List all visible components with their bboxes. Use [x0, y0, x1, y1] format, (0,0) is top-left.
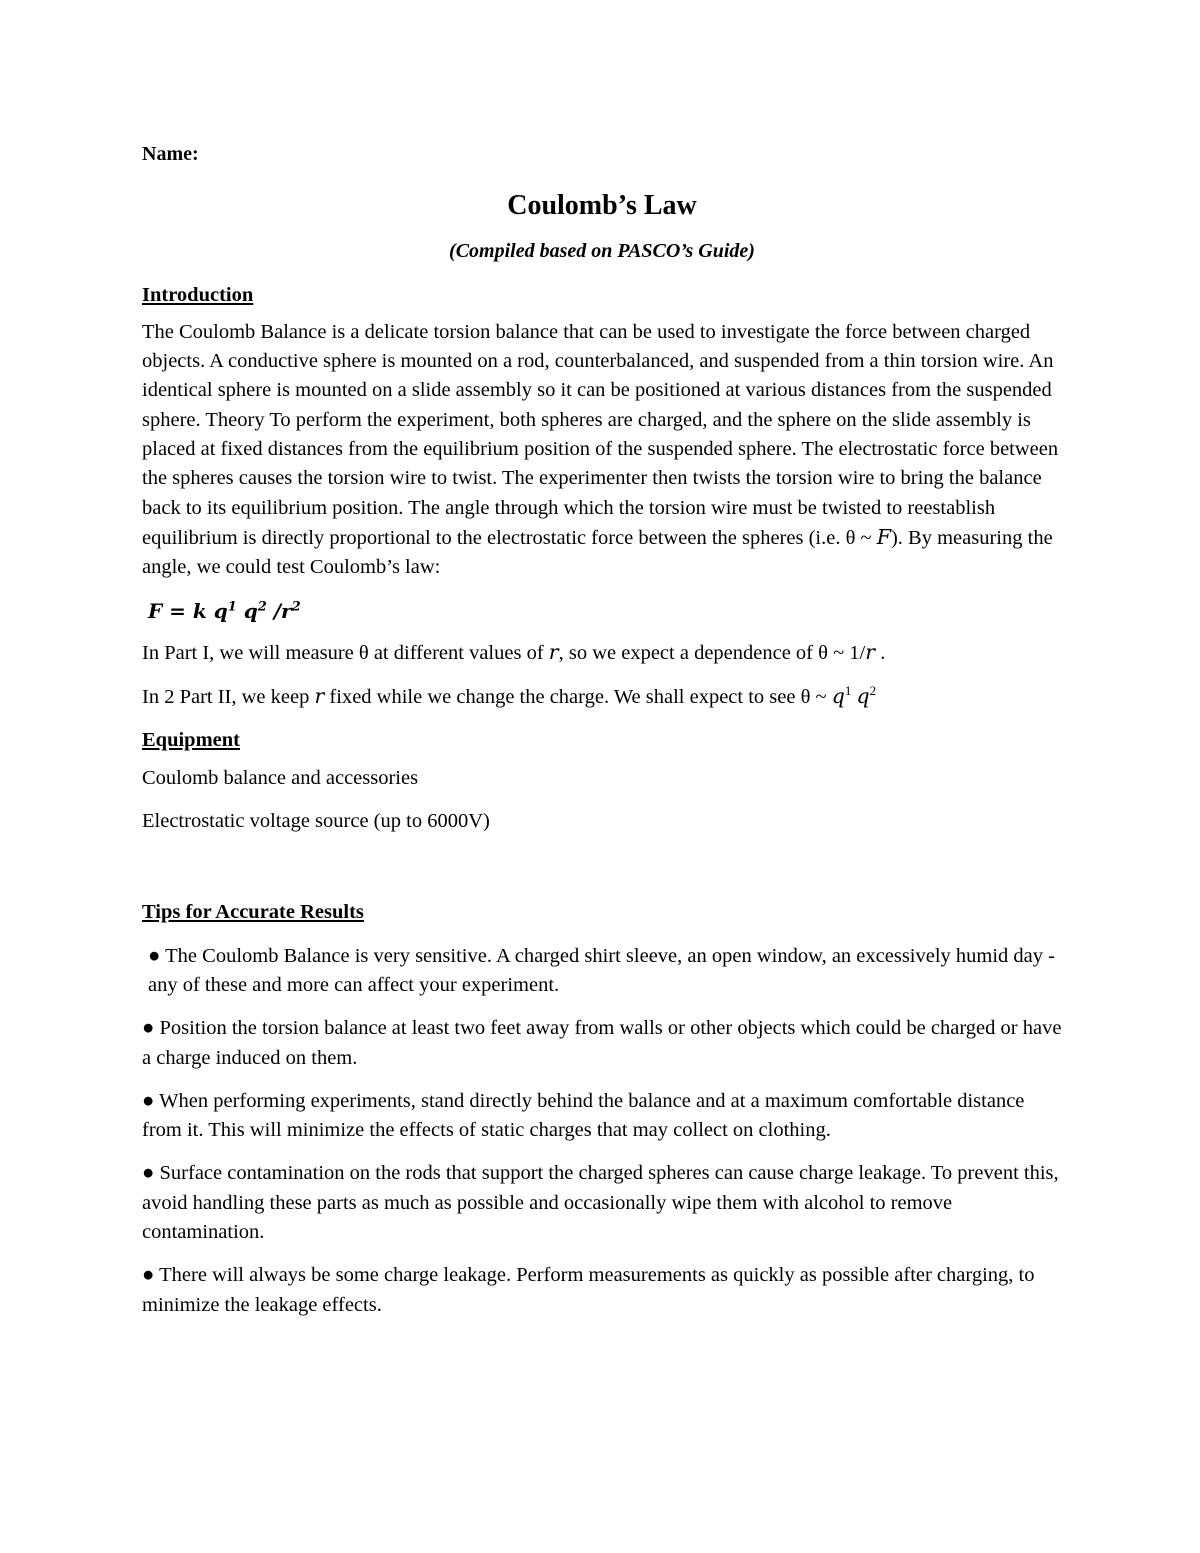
part1-r: r — [548, 639, 559, 664]
tip-text: The Coulomb Balance is very sensitive. A charged shirt sleeve, an open window, an excessively humid day - any of these and more can affect your experiment. — [148, 944, 1055, 996]
part2-r: r — [314, 684, 325, 709]
tips-heading: Tips for Accurate Results — [142, 901, 364, 924]
part1-text-a: In Part I, we will measure θ at different values of — [142, 641, 549, 664]
formula-q2-index: 2 — [257, 598, 267, 614]
bullet-icon: ● — [142, 1264, 155, 1287]
part2-text-a: In 2 Part II, we keep — [142, 686, 315, 709]
formula-q1-index: 1 — [227, 598, 237, 614]
formula-r-exponent: 2 — [291, 598, 301, 614]
formula-r: r — [281, 598, 292, 623]
formula-q1: q — [213, 598, 228, 623]
part2-q2: q — [856, 684, 870, 709]
document-title: Coulomb’s Law — [507, 190, 697, 222]
formula-eq: = — [162, 598, 193, 623]
intro-text-end: ). By measuring the angle, we could test Coulomb’s law: — [142, 526, 1053, 579]
formula-q2: q — [243, 598, 258, 623]
tip-item — [142, 942, 1062, 1001]
tip-text: When performing experiments, stand directly behind the balance and at a maximum comfortable distance from it. This will minimize the effects of static charges that may collect on clothing. — [142, 1089, 1025, 1142]
tip-item — [142, 1261, 1062, 1320]
part2-q2-index: 2 — [869, 683, 877, 699]
formula-lhs: F — [148, 598, 163, 623]
tip-text: Surface contamination on the rods that support the charged spheres can cause charge leakage. To prevent this, avoid handling these parts as much as possible and occasionally wipe them with alcohol to remove contamination. — [142, 1162, 1059, 1244]
introduction-heading: Introduction — [142, 283, 254, 306]
intro-force-var: F — [876, 524, 891, 549]
coulomb-formula — [148, 597, 1062, 626]
formula-slash: / — [266, 598, 282, 623]
part2-text-b: fixed while we change the charge. We shall expect to see θ ~ — [324, 686, 832, 709]
bullet-icon: ● — [142, 1089, 155, 1112]
part1-text-b: , so we expect a dependence of θ ~ 1/ — [558, 641, 866, 664]
part2-description — [142, 682, 1062, 712]
part1-text-c: . — [875, 641, 886, 664]
part2-q1: q — [831, 684, 845, 709]
spacer — [142, 850, 1062, 898]
equipment-item: Electrostatic voltage source (up to 6000V) — [142, 810, 490, 833]
part2-q1-index: 1 — [844, 683, 852, 699]
name-label: Name: — [142, 143, 199, 165]
equipment-item: Coulomb balance and accessories — [142, 766, 419, 789]
tip-item — [142, 1087, 1062, 1146]
bullet-icon: ● — [148, 944, 161, 967]
part1-r2: r — [865, 639, 876, 664]
equipment-heading: Equipment — [142, 729, 240, 752]
introduction-paragraph — [142, 318, 1062, 583]
tip-text: Position the torsion balance at least two feet away from walls or other objects which could be charged or have a charge induced on them. — [142, 1017, 1062, 1069]
bullet-icon: ● — [142, 1162, 155, 1185]
tip-text: There will always be some charge leakage. Perform measurements as quickly as possible after charging, to minimize the leakage effects. — [142, 1264, 1035, 1316]
tip-item — [142, 1159, 1062, 1247]
tip-item — [142, 1014, 1062, 1073]
document-page — [142, 140, 1062, 1334]
bullet-icon: ● — [142, 1017, 155, 1040]
document-subtitle: (Compiled based on PASCO’s Guide) — [449, 240, 755, 263]
formula-k: k — [192, 598, 207, 623]
part1-description — [142, 638, 1062, 668]
intro-text: The Coulomb Balance is a delicate torsion balance that can be used to investigate the force between charged objects. A conductive sphere is mounted on a rod, counterbalanced, and suspended from a thin torsion wire. An identical sphere is mounted on a slide assembly so it can be positioned at various distances from the suspended sphere. Theory To perform the experiment, both spheres are charged, and the sphere on the slide assembly is placed at fixed distances from the equilibrium position of the suspended sphere. The electrostatic force between the spheres causes the torsion wire to twist. The experimenter then twists the torsion wire to bring the balance back to its equilibrium position. The angle through which the torsion wire must be twisted to reestablish equilibrium is directly proportional to the electrostatic force between the spheres (i.e. θ ~ — [142, 320, 1059, 549]
